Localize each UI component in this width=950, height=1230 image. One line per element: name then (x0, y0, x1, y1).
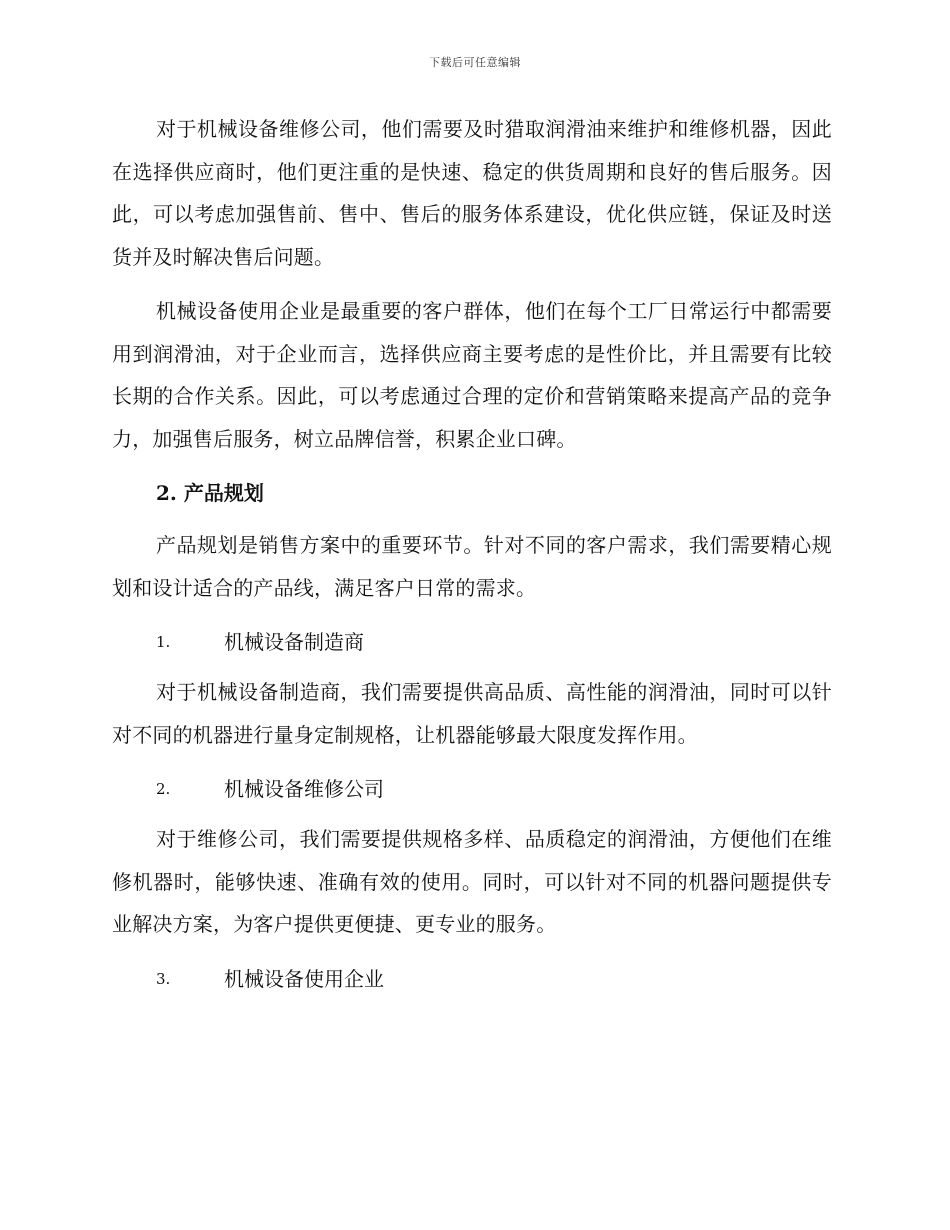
list-item-user-enterprises (112, 958, 832, 1000)
section-heading-product-planning: 2. 产品规划 (156, 481, 264, 505)
document-body (112, 108, 832, 1008)
list-item-manufacturers (112, 621, 832, 663)
paragraph-product-planning-intro: 产品规划是销售方案中的重要环节。针对不同的客户需求，我们需要精心规划和设计适合的产品线，满足客户日常的需求。 (112, 533, 832, 600)
list-item-label: 机械设备使用企业 (224, 966, 384, 991)
list-item-repair-companies (112, 768, 832, 810)
list-number: 3. (156, 969, 171, 988)
list-number: 2. (156, 780, 171, 798)
list-item-label: 机械设备维修公司 (224, 777, 384, 801)
list-number: 1. (156, 633, 171, 651)
page-header: 下载后可任意编辑 (429, 56, 521, 69)
paragraph-repair-service: 对于维修公司，我们需要提供规格多样、品质稳定的润滑油，方便他们在维修机器时，能够快速、准确有效的使用。同时，可以针对不同的机器问题提供专业解决方案，为客户提供更便捷、更专业的服务。 (112, 827, 832, 936)
list-item-label: 机械设备制造商 (224, 630, 364, 654)
paragraph-repair-companies: 对于机械设备维修公司，他们需要及时猎取润滑油来维护和维修机器，因此在选择供应商时，他们更注重的是快速、稳定的供货周期和良好的售后服务。因此，可以考虑加强售前、售中、售后的服务体系建设，优化供应链，保证及时送货并及时解决售后问题。 (112, 117, 832, 269)
paragraph-user-enterprises: 机械设备使用企业是最重要的客户群体，他们在每个工厂日常运行中都需要用到润滑油，对于企业而言，选择供应商主要考虑的是性价比，并且需要有比较长期的合作关系。因此，可以考虑通过合理的定价和营销策略来提高产品的竞争力，加强售后服务，树立品牌信誉，积累企业口碑。 (112, 299, 832, 451)
paragraph-manufacturers: 对于机械设备制造商，我们需要提供高品质、高性能的润滑油，同时可以针对不同的机器进行量身定制规格，让机器能够最大限度发挥作用。 (112, 680, 832, 747)
